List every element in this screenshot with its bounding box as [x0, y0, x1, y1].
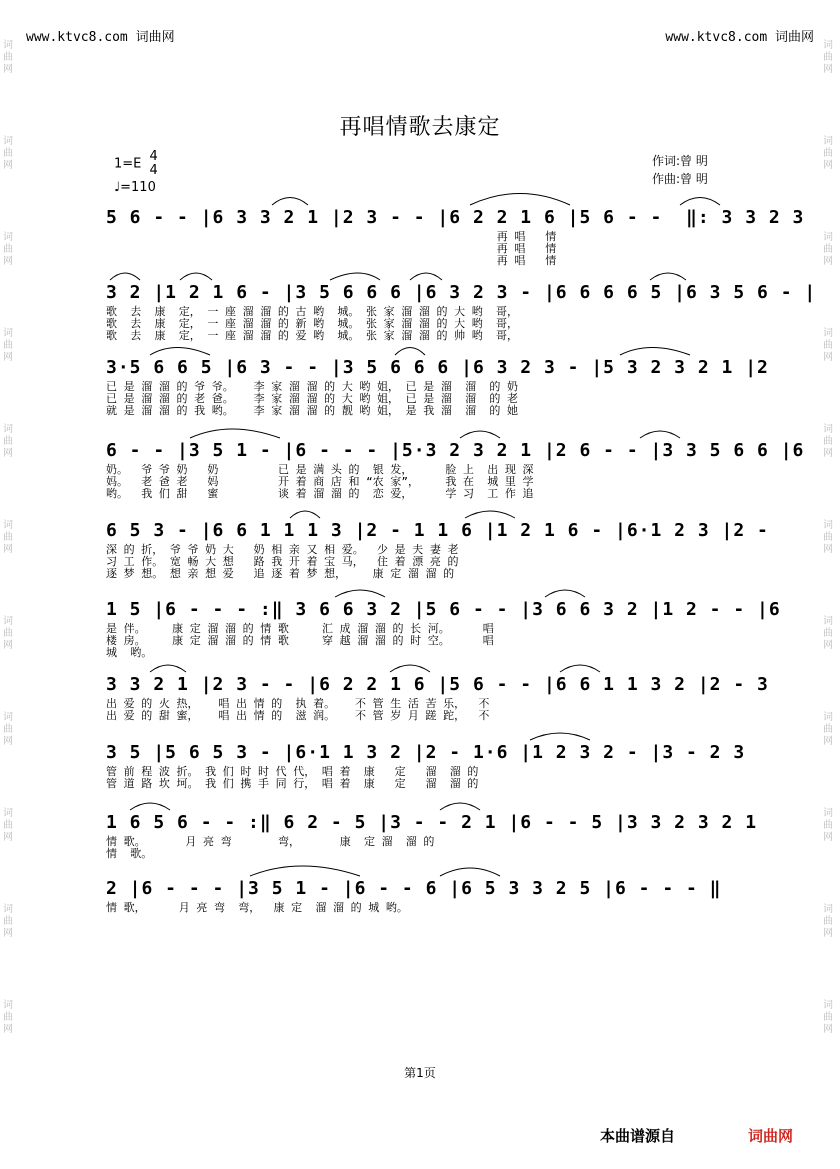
time-sig-bottom: 4 [149, 163, 158, 178]
slur-arc [470, 194, 570, 206]
lyric-verse: 情 歌。 [106, 847, 153, 860]
notation-line: 5 6 - - |6 3 3 2 1 |2 3 - - |6 2 2 1 6 |5 6 - - ‖: 3 3 2 3 [106, 207, 805, 228]
lyric-verse: 已 是 溜 溜 的 爷 爷。 李 家 溜 溜 的 大 哟 姐， 已 是 溜 溜 的 奶 [106, 380, 518, 393]
notation-line: 1 6 5 6 - - :‖ 6 2 - 5 |3 - - 2 1 |6 - - 5 |3 3 2 3 2 1 [106, 812, 758, 833]
watermark-text: 词曲网 [823, 424, 833, 459]
lyric-verse: 管 前 程 波 折。 我 们 时 时 代 代， 唱 着 康 定 溜 溜 的 [106, 765, 479, 778]
slur-arc [150, 665, 186, 672]
slur-arc [560, 665, 600, 672]
watermark-text: 词曲网 [3, 232, 13, 267]
notation-line: 2 |6 - - - |3 5 1 - |6 - - 6 |6 5 3 3 2 5 |6 - - - ‖ [106, 878, 722, 899]
slur-arc [330, 273, 380, 280]
lyric-verse: 楼 房。 康 定 溜 溜 的 情 歌 穿 越 溜 溜 的 时 空。 唱 [106, 634, 494, 647]
lyric-verse: 逐 梦 想。 想 亲 想 爱 追 逐 着 梦 想， 康 定 溜 溜 的 [106, 567, 455, 580]
watermark-text: 词曲网 [3, 1000, 13, 1035]
header-right-site[interactable]: www.ktvc8.com 词曲网 [665, 30, 814, 45]
lyric-verse: 管 道 路 坎 坷。 我 们 携 手 同 行， 唱 着 康 定 溜 溜 的 [106, 777, 479, 790]
watermark-text: 词曲网 [3, 904, 13, 939]
slur-arc [395, 348, 425, 356]
notation-line: 6 5 3 - |6 6 1 1 1 3 |2 - 1 1 6 |1 2 1 6 - |6·1 2 3 |2 - [106, 520, 769, 541]
slur-arc [130, 803, 170, 810]
slur-arc [410, 273, 442, 280]
watermark-text: 词曲网 [823, 712, 833, 747]
slur-arc [180, 273, 212, 280]
notation-line: 6 - - |3 5 1 - |6 - - - |5·3 2 3 2 1 |2 6 - - |3 3 5 6 6 |6 [106, 440, 805, 461]
lyricist: 作词:曾 明 [652, 154, 708, 168]
lyric-verse: 歌 去 康 定， 一 座 溜 溜 的 古 哟 城。 张 家 溜 溜 的 大 哟 哥， [106, 305, 518, 318]
slur-arc [110, 273, 140, 280]
lyric-verse: 已 是 溜 溜 的 老 爸。 李 家 溜 溜 的 大 哟 姐， 已 是 溜 溜 的 老 [106, 392, 518, 405]
key-text: 1=E [114, 156, 142, 172]
watermark-text: 词曲网 [823, 808, 833, 843]
tempo-marking: ♩=110 [114, 180, 156, 195]
slur-arc [250, 866, 360, 876]
source-label: 本曲谱源自 [600, 1127, 676, 1145]
watermark-text: 词曲网 [823, 136, 833, 171]
slur-arc [465, 511, 515, 518]
lyric-verse: 就 是 溜 溜 的 我 哟。 李 家 溜 溜 的 靓 哟 姐， 是 我 溜 溜 的 她 [106, 404, 518, 417]
lyric-verse: 妈。 老 爸 老 妈 开 着 商 店 和 “农 家”， 我 在 城 里 学 [106, 475, 534, 488]
page-number: 第1页 [404, 1066, 436, 1080]
watermark-text: 词曲网 [3, 712, 13, 747]
lyric-verse: 歌 去 康 定， 一 座 溜 溜 的 新 哟 城。 张 家 溜 溜 的 大 哟 哥， [106, 317, 518, 330]
slur-arc [545, 590, 585, 597]
watermark-text: 词曲网 [3, 808, 13, 843]
lyric-verse: 情 歌， 月 亮 弯 弯， 康 定 溜 溜 的 城 哟。 [106, 901, 408, 914]
lyric-verse: 奶。 爷 爷 奶 奶 已 是 满 头 的 银 发， 脸 上 出 现 深 [106, 463, 534, 476]
watermark-text: 词曲网 [3, 616, 13, 651]
slur-arc [440, 803, 480, 810]
song-title: 再唱情歌去康定 [339, 115, 501, 140]
slur-arc [680, 198, 720, 206]
watermark-text: 词曲网 [823, 232, 833, 267]
slur-arc [335, 590, 385, 597]
notation-line: 3·5 6 6 5 |6 3 - - |3 5 6 6 6 |6 3 2 3 - |5 3 2 3 2 1 |2 [106, 357, 769, 378]
time-sig-top: 4 [149, 149, 158, 164]
slur-arc [390, 665, 430, 672]
watermark-text: 词曲网 [823, 520, 833, 555]
slur-arc [460, 431, 500, 438]
lyric-verse: 深 的 折， 爷 爷 奶 大 奶 相 亲 又 相 爱。 少 是 夫 妻 老 [106, 543, 459, 556]
lyric-verse: 城 哟。 [106, 646, 153, 659]
lyric-verse: 再 唱 情 [106, 254, 557, 267]
slur-arc [640, 431, 680, 438]
lyric-verse: 情 歌。 月 亮 弯 弯， 康 定 溜 溜 的 [106, 835, 435, 848]
lyric-verse: 再 唱 情 [106, 230, 557, 243]
slur-arc [650, 273, 686, 280]
watermark-text: 词曲网 [823, 328, 833, 363]
lyric-verse: 习 工 作。 宽 畅 大 想 路 我 开 着 宝 马， 住 着 漂 亮 的 [106, 555, 459, 568]
composer: 作曲:曾 明 [652, 172, 708, 186]
lyric-verse: 哟。 我 们 甜 蜜 谈 着 溜 溜 的 恋 爱， 学 习 工 作 追 [106, 487, 534, 500]
notation-line: 1 5 |6 - - - :‖ 3 6 6 3 2 |5 6 - - |3 6 6 3 2 |1 2 - - |6 [106, 599, 781, 620]
notation-line: 3 3 2 1 |2 3 - - |6 2 2 1 6 |5 6 - - |6 6 1 1 3 2 |2 - 3 [106, 674, 769, 695]
slur-arc [530, 733, 590, 740]
watermark-text: 词曲网 [3, 520, 13, 555]
slur-arc [620, 348, 690, 356]
watermark-text: 词曲网 [3, 424, 13, 459]
watermark-text: 词曲网 [3, 40, 13, 75]
watermark-text: 词曲网 [823, 1000, 833, 1035]
watermark-text: 词曲网 [823, 616, 833, 651]
lyric-verse: 出 爱 的 甜 蜜， 唱 出 情 的 滋 润。 不 管 岁 月 蹉 跎， 不 [106, 709, 490, 722]
watermark-text: 词曲网 [3, 136, 13, 171]
slur-arc [440, 868, 500, 876]
notation-line: 3 2 |1 2 1 6 - |3 5 6 6 6 |6 3 2 3 - |6 6 6 6 5 |6 3 5 6 - | [106, 282, 817, 303]
slur-arc [290, 511, 320, 518]
lyric-verse: 歌 去 康 定， 一 座 溜 溜 的 爱 哟 城。 张 家 溜 溜 的 帅 哟 哥， [106, 329, 518, 342]
lyric-verse: 是 伴。 康 定 溜 溜 的 情 歌 汇 成 溜 溜 的 长 河。 唱 [106, 622, 494, 635]
slur-arc [150, 348, 210, 356]
header-left-site[interactable]: www.ktvc8.com 词曲网 [26, 30, 175, 45]
notation-line: 3 5 |5 6 5 3 - |6·1 1 3 2 |2 - 1·6 |1 2 3 2 - |3 - 2 3 [106, 742, 746, 763]
slur-arc [190, 429, 280, 438]
watermark-text: 词曲网 [823, 904, 833, 939]
source-site-link[interactable]: 词曲网 [748, 1127, 794, 1145]
watermark-text: 词曲网 [823, 40, 833, 75]
lyric-verse: 出 爱 的 火 热， 唱 出 情 的 执 着。 不 管 生 活 苦 乐， 不 [106, 697, 490, 710]
lyric-verse: 再 唱 情 [106, 242, 557, 255]
slur-arc [272, 198, 308, 206]
watermark-text: 词曲网 [3, 328, 13, 363]
